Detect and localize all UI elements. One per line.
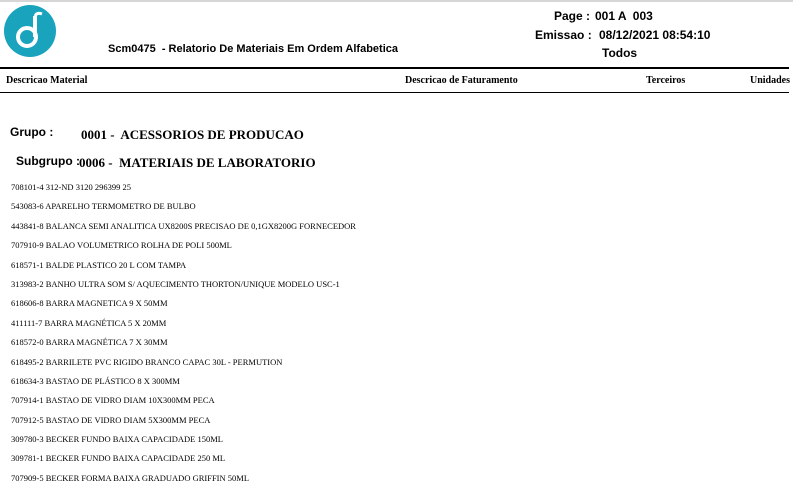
column-terceiros: Terceiros	[646, 75, 686, 86]
list-item: 309780-3 BECKER FUNDO BAIXA CAPACIDADE 150ML	[11, 434, 223, 445]
list-item: 543083-6 APARELHO TERMOMETRO DE BULBO	[11, 201, 196, 212]
list-item: 708101-4 312-ND 3120 296399 25	[11, 182, 131, 192]
list-item: 707910-9 BALAO VOLUMETRICO ROLHA DE POLI 500ML	[11, 240, 232, 251]
column-descricao-material: Descricao Material	[6, 75, 88, 86]
list-item: 618634-3 BASTAO DE PLÁSTICO 8 X 300MM	[11, 375, 180, 386]
list-item: 707909-5 BECKER FORMA BAIXA GRADUADO GRIFFIN 50ML	[11, 472, 250, 483]
group-value: 0001 - ACESSORIOS DE PRODUCAO	[81, 127, 304, 142]
list-item: 443841-8 BALANCA SEMI ANALITICA UX8200S PRECISAO DE 0,1GX8200G FORNECEDOR	[11, 220, 356, 231]
column-header-rule	[0, 92, 789, 93]
list-item: 618606-8 BARRA MAGNETICA 9 X 50MM	[11, 298, 168, 309]
list-item: 618495-2 BARRILETE PVC RIGIDO BRANCO CAPAC 30L - PERMUTION	[11, 356, 283, 367]
subgroup-value: 0006 - MATERIAIS DE LABORATORIO	[79, 155, 316, 170]
column-unidades: Unidades	[750, 75, 791, 86]
header-rule	[0, 67, 789, 69]
list-item: 313983-2 BANHO ULTRA SOM S/ AQUECIMENTO THORTON/UNIQUE MODELO USC-1	[11, 278, 340, 289]
column-descricao-faturamento: Descricao de Faturamento	[405, 75, 518, 86]
report-title: Scm0475 - Relatorio De Materiais Em Ordem Alfabetica	[108, 43, 398, 55]
list-item: 309781-1 BECKER FUNDO BAIXA CAPACIDADE 250 ML	[11, 453, 226, 464]
emissao-value: 08/12/2021 08:54:10	[599, 28, 711, 42]
list-item: 707912-5 BASTAO DE VIDRO DIAM 5X300MM PECA	[11, 414, 211, 425]
company-logo-icon	[4, 5, 56, 57]
filter-value: Todos	[602, 46, 638, 60]
emissao-label: Emissao :	[535, 28, 592, 42]
list-item: 618571-1 BALDE PLASTICO 20 L COM TAMPA	[11, 259, 187, 270]
page-value: 001 A 003	[595, 9, 653, 23]
group-label: Grupo :	[10, 125, 54, 139]
subgroup-label: Subgrupo :	[16, 154, 80, 168]
list-item: 618572-0 BARRA MAGNÉTICA 7 X 30MM	[11, 337, 168, 348]
top-border	[0, 0, 793, 2]
list-item: 411111-7 BARRA MAGNÉTICA 5 X 20MM	[11, 317, 167, 328]
list-item: 707914-1 BASTAO DE VIDRO DIAM 10X300MM PECA	[11, 395, 215, 406]
material-list	[11, 180, 356, 490]
page-label: Page :	[554, 9, 591, 23]
